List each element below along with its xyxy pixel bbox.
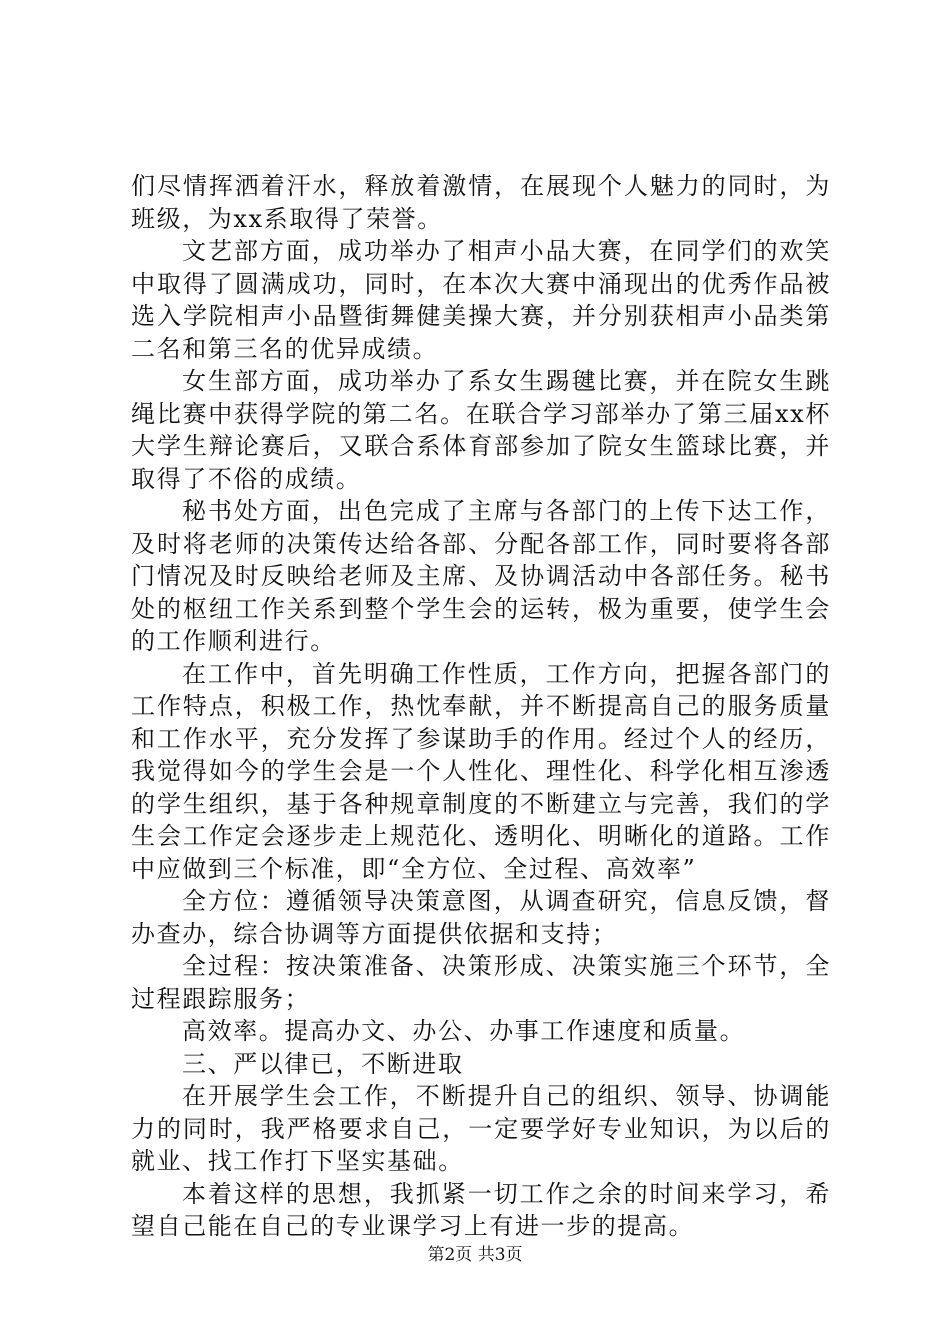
paragraph-6: 全方位：遵循领导决策意图，从调查研究，信息反馈，督办查办，综合协调等方面提供依据和支持； <box>131 887 831 948</box>
paragraph-9: 在开展学生会工作，不断提升自己的组织、领导、协调能力的同时，我严格要求自己，一定要学好专业知识，为以后的就业、找工作打下坚实基础。 <box>131 1082 831 1175</box>
paragraph-5: 在工作中，首先明确工作性质，工作方向，把握各部门的工作特点，积极工作，热忱奉献，并不断提高自己的服务质量和工作水平，充分发挥了参谋助手的作用。经过个人的经历，我觉得如今的学生会是一个人性化、理性化、科学化相互渗透的学生组织，基于各种规章制度的不断建立与完善，我们的学生会工作定会逐步走上规范化、透明化、明晰化的道路。工作中应做到三个标准，即“全方位、全过程、高效率” <box>131 659 831 883</box>
paragraph-2: 文艺部方面，成功举办了相声小品大赛，在同学们的欢笑中取得了圆满成功，同时，在本次大赛中涌现出的优秀作品被选入学院相声小品暨街舞健美操大赛，并分别获相声小品类第二名和第三名的优异成绩。 <box>131 237 831 363</box>
paragraph-10: 本着这样的思想，我抓紧一切工作之余的时间来学习，希望自己能在自己的专业课学习上有进一步的提高。 <box>131 1179 831 1240</box>
page-footer: 第2页 共3页 <box>427 1245 523 1265</box>
paragraph-8: 高效率。提高办文、办公、办事工作速度和质量。 <box>182 1017 746 1045</box>
section-heading: 三、严以律已，不断进取 <box>182 1049 464 1078</box>
document-body <box>131 170 831 1243</box>
paragraph-4: 秘书处方面，出色完成了主席与各部门的上传下达工作，及时将老师的决策传达给各部、分配各部工作，同时要将各部门情况及时反映给老师及主席、及协调活动中各部任务。秘书处的枢纽工作关系到整个学生会的运转，极为重要，使学生会的工作顺利进行。 <box>131 497 831 655</box>
paragraph-7: 全过程：按决策准备、决策形成、决策实施三个环节，全过程跟踪服务； <box>131 952 831 1013</box>
paragraph-1: 们尽情挥洒着汗水，释放着激情，在展现个人魅力的同时，为班级，为xx系取得了荣誉。 <box>131 172 831 233</box>
paragraph-3: 女生部方面，成功举办了系女生踢毽比赛，并在院女生跳绳比赛中获得学院的第二名。在联合学习部举办了第三届xx杯大学生辩论赛后，又联合系体育部参加了院女生篮球比赛，并取得了不俗的成绩。 <box>131 367 831 493</box>
